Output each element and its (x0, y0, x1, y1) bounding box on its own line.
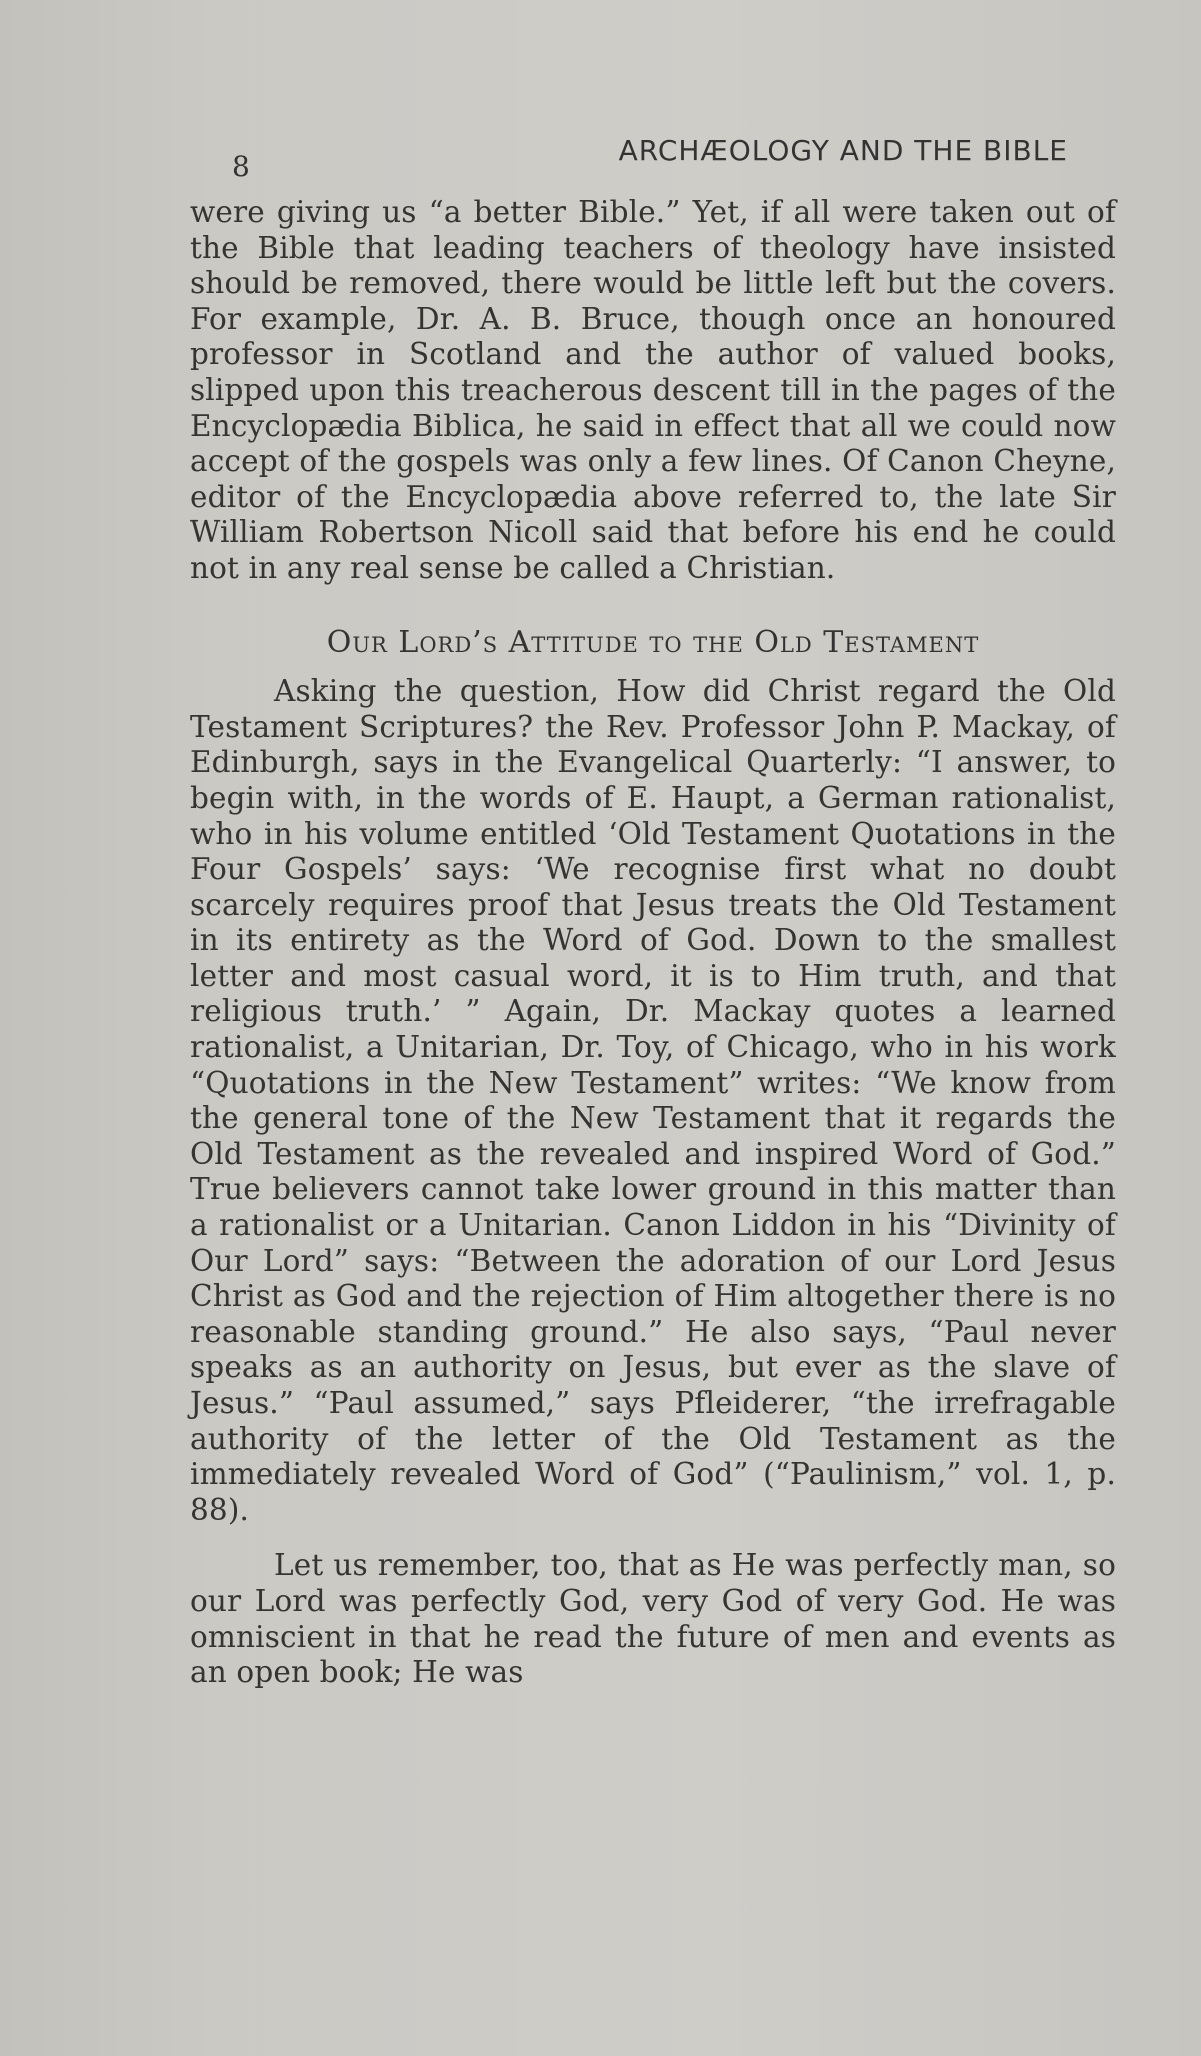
paragraph-1: were giving us “a better Bible.” Yet, if all were taken out of the Bible that leading teachers of theology have insisted should be removed, there would be little left but the covers. For example, Dr. A. B. Bruce, though once an honoured professor in Scotland and the author of valued books, slipped upon this treacherous descent till in the pages of the Encyclopædia Biblica, he said in effect that all we could now accept of the gospels was only a few lines. Of Canon Cheyne, editor of the Encyclopædia above referred to, the late Sir William Robertson Nicoll said that before his end he could not in any real sense be called a Christian. (190, 195, 1116, 585)
page-number: 8 (232, 150, 250, 183)
section-heading: Our Lord’s Attitude to the Old Testament (326, 624, 980, 660)
paragraph-2: Asking the question, How did Christ regard the Old Testament Scriptures? the Rev. Professor John P. Mackay, of Edinburgh, says in the Evangelical Quarterly: “I answer, to begin with, in the words of E. Haupt, a German rationalist, who in his volume entitled ‘Old Testament Quotations in the Four Gospels’ says: ‘We recognise first what no doubt scarcely requires proof that Jesus treats the Old Testament in its entirety as the Word of God. Down to the smallest letter and most casual word, it is to Him truth, and that religious truth.’ ” Again, Dr. Mackay quotes a learned rationalist, a Unitarian, Dr. Toy, of Chicago, who in his work “Quotations in the New Testament” writes: “We know from the general tone of the New Testament that it regards the Old Testament as the revealed and inspired Word of God.” True believers cannot take lower ground in this matter than a rationalist or a Unitarian. Canon Liddon in his “Divinity of Our Lord” says: “Between the adoration of our Lord Jesus Christ as God and the rejection of Him altogether there is no reasonable standing ground.” He also says, “Paul never speaks as an authority on Jesus, but ever as the slave of Jesus.” “Paul assumed,” says Pfleiderer, “the irrefragable authority of the letter of the Old Testament as the immediately revealed Word of God” (“Paulinism,” vol. 1, p. 88). (190, 674, 1116, 1527)
running-head: ARCHÆOLOGY AND THE BIBLE (618, 134, 1068, 167)
page-header (232, 132, 1068, 183)
body-text (190, 195, 1116, 1691)
paragraph-3: Let us remember, too, that as He was perfectly man, so our Lord was perfectly God, very God of very God. He was omniscient in that he read the future of men and events as an open book; He was (190, 1548, 1116, 1690)
